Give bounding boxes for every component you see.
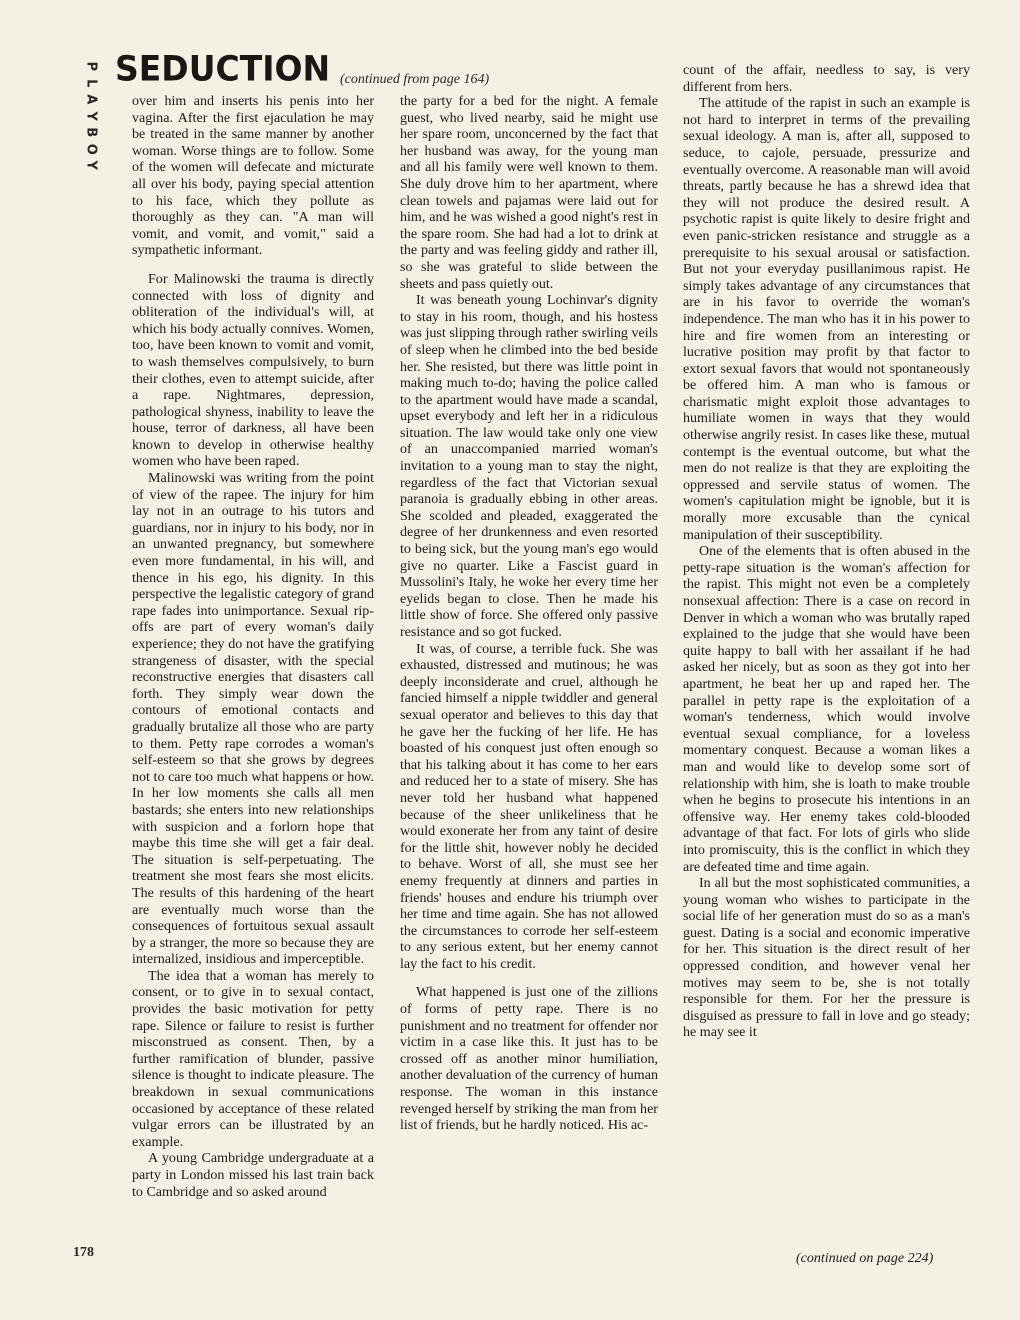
magazine-letter: O <box>83 143 99 155</box>
magazine-letter: P <box>83 61 99 72</box>
text-column-3 <box>683 62 970 1041</box>
page-number: 178 <box>73 1245 94 1260</box>
paragraph: One of the elements that is often abused in the petty-rape situation is the woman's affection for the rapist. This might not even be a completely nonsexual affection: There is a case on record in Denver in which a woman who was brutally raped explained to the judge that she would have been quite happy to ball with her assailant if he had asked her nicely, but as soon as they got into her apartment, he beat her up and raped her. The parallel in petty rape is the exploitation of a woman's tenderness, which would involve eventual sexual compliance, for a loveless momentary conquest. Because a woman likes a man and would like to develop some sort of relationship with him, she is loath to make trouble when he begins to prosecute his intentions in an offensive way. Her enemy takes cold-blooded advantage of that fact. For lots of girls who slide into promiscuity, this is the conflict in which they are defeated time and time again. <box>683 543 970 875</box>
text-column-1 <box>132 93 374 1200</box>
paragraph: Malinowski was writing from the point of view of the rapee. The injury for him lay not in an outrage to his tutors and guardians, nor in injury to his body, nor in an unwanted pregnancy, but somewhere even more fundamental, in his will, and thence in his ego, his dignity. In this perspective the legalistic category of grand rape fades into unimportance. Sexual rip-offs are part of every woman's daily experience; they do not have the gratifying strangeness of disaster, with the special reconstructive energies that disasters call forth. They simply wear down the contours of emotional contacts and gradually brutalize all those who are party to them. Petty rape corrodes a woman's self-esteem so that she grows by degrees not to care too much what happens or how. In her low moments she calls all men bastards; she enters into new relationships with suspicion and a forlorn hope that maybe this time she will get a fair deal. The situation is self-perpetuating. The treatment she most fears she most elicits. The results of this hardening of the heart are eventually much worse than the consequences of fortuitous sexual assault by a stranger, the more so because they are internalized, insidious and imperceptible. <box>132 470 374 968</box>
paragraph: The idea that a woman has merely to consent, or to give in to sexual contact, provides the basic motivation for petty rape. Silence or failure to resist is further misconstrued as consent. Then, by a further ramification of blunder, passive silence is thought to indicate pleasure. The breakdown in sexual communications occasioned by acceptance of these related vulgar errors can be illustrated by an example. <box>132 967 374 1150</box>
paragraph: It was, of course, a terrible fuck. She was exhausted, distressed and mutinous; he was deeply inconsiderate and cruel, although he fancied himself a nipple twiddler and general sexual operator and believes to this day that he gave her the fucking of her life. He has boasted of his conquest just often enough so that his talking about it has come to her ears and reduced her to a state of misery. She has never told her husband what happened because of the sheer unlikeliness that he would exonerate her from any taint of desire for the little shit, however nobly he decided to behave. Worst of all, she must see her enemy frequently at dinners and parties in friends' houses and endure his triumph over her time and time again. She has not allowed the circumstances to corrode her self-esteem to any serious extent, but her enemy cannot lay the fact to his credit. <box>400 640 658 972</box>
paragraph: the party for a bed for the night. A female guest, who lived nearby, said he might use her spare room, unconcerned by the fact that her husband was away, for the young man and all his family were well known to them. She duly drove him to her apartment, where clean towels and pajamas were laid out for him, and he was wished a good night's rest in the spare room. She had had a lot to drink at the party and was feeling giddy and rather ill, so she was grateful to slide between the sheets and pass quietly out. <box>400 93 658 292</box>
continued-on-note: (continued on page 224) <box>796 1251 934 1266</box>
continued-from-note: (continued from page 164) <box>340 72 490 87</box>
paragraph: over him and inserts his penis into her vagina. After the first ejaculation he may be treated in the same manner by another woman. Worse things are to follow. Some of the women will defecate and micturate all over his body, paying special attention to his face, which they pollute as thoroughly as they can. "A man will vomit, and vomit, and vomit," said a sympathetic informant. <box>132 93 374 259</box>
paragraph: count of the affair, needless to say, is very different from hers. <box>683 62 970 95</box>
magazine-letter: A <box>83 94 99 105</box>
paragraph: A young Cambridge undergraduate at a party in London missed his last train back to Cambridge and so asked around <box>132 1150 374 1200</box>
article-headline: SEDUCTION <box>115 48 331 89</box>
magazine-vertical-name <box>80 58 100 174</box>
paragraph: For Malinowski the trauma is directly connected with loss of dignity and obliteration of the individual's will, at which his body actually connives. Women, too, have been known to vomit and vomit, to wash themselves compulsively, to burn their clothes, even to attempt suicide, after a rape. Nightmares, depression, pathological shyness, inability to leave the house, terror of darkness, all have been known to develop in otherwise healthy women who have been raped. <box>132 270 374 470</box>
paragraph: What happened is just one of the zillions of forms of petty rape. There is no punishment and no treatment for offender nor victim in a case like this. It just has to be crossed off as another minor humiliation, another devaluation of the currency of human response. The woman in this instance revenged herself by striking the man from her list of friends, but he hardly noticed. His ac- <box>400 984 658 1134</box>
paragraph: In all but the most sophisticated communities, a young woman who wishes to participate in the social life of her generation must do so as a man's guest. Dating is a social and economic imperative for her. This situation is the direct result of her oppressed condition, and however venal her motives may seem to be, she is not totally responsible for them. For her the pressure is disguised as pressure to fall in love and go steady; he may see it <box>683 875 970 1041</box>
magazine-letter: L <box>83 78 99 87</box>
text-column-2 <box>400 93 658 1134</box>
paragraph: It was beneath young Lochinvar's dignity to stay in his room, though, and his hostess was just slipping through rather swirling veils of sleep when he climbed into the bed beside her. She resisted, but there was little point in making much to-do; having the police called to the apartment would have made a scandal, upset everybody and left her in a ridiculous situation. The law would take only one view of an unaccompanied married woman's invitation to a young man to stay the night, regardless of the fact that Victorian sexual paranoia is gradually ebbing in other areas. She scolded and pleaded, exaggerated the degree of her drunkenness and even resorted to being sick, but the young man's ego would give no quarter. Like a Fascist guard in Mussolini's Italy, he woke her every time her eyelids began to close. Then he made his little show of force. She offered only passive resistance and so got fucked. <box>400 292 658 640</box>
paragraph: The attitude of the rapist in such an example is not hard to interpret in terms of the prevailing sexual ideology. A man is, after all, supposed to seduce, to cajole, persuade, pressurize and eventually overcome. A reasonable man will avoid threats, partly because he has a shrewd idea that they will not produce the desired result. A psychotic rapist is quite likely to desire fright and even panic-stricken resistance and struggle as a prerequisite to his sexual arousal or satisfaction. But not your everyday pusillanimous rapist. He simply takes advantage of any circumstances that are in his favor to override the woman's independence. The man who has it in his power to hire and fire women from an interesting or lucrative position may profit by that factor to extort sexual favors that would not spontaneously be offered him. A man who is famous or charismatic might exploit those advantages to humiliate women in ways that they would otherwise angrily resist. In cases like these, mutual contempt is the eventual outcome, but what the men do not realize is that they are exploiting the oppressed and servile status of women. The women's capitulation might be ignoble, but it is morally more excusable than the cynical manipulation of their susceptibility. <box>683 95 970 543</box>
magazine-letter: Y <box>83 111 99 121</box>
magazine-letter: Y <box>83 160 99 170</box>
magazine-letter: B <box>83 127 99 138</box>
